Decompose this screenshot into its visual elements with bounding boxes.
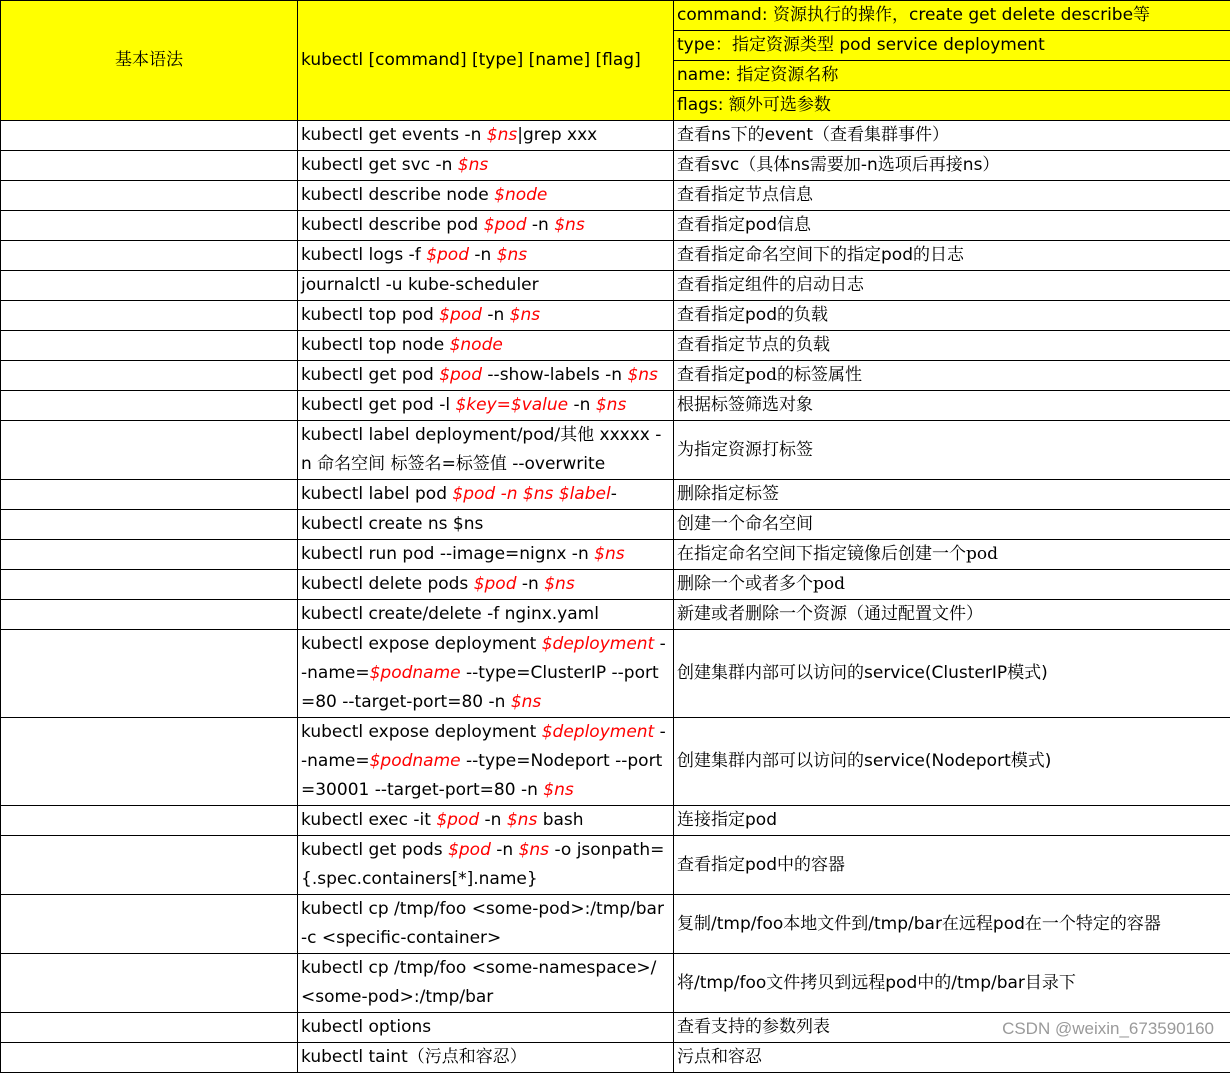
description-cell: 查看指定pod信息 bbox=[674, 211, 1230, 241]
table-row bbox=[1, 181, 1230, 211]
empty-cell bbox=[1, 718, 298, 806]
table-row bbox=[1, 806, 1230, 836]
command-text: kubectl cp /tmp/foo <some-pod>:/tmp/bar -c <specific-container> bbox=[301, 899, 664, 948]
description-cell: 查看指定组件的启动日志 bbox=[674, 271, 1230, 301]
description-cell: 在指定命名空间下指定镜像后创建一个pod bbox=[674, 540, 1230, 570]
table-row bbox=[1, 540, 1230, 570]
command-text: - bbox=[611, 484, 617, 504]
description-cell: 查看指定节点信息 bbox=[674, 181, 1230, 211]
command-cell bbox=[298, 151, 674, 181]
description-cell: 删除一个或者多个pod bbox=[674, 570, 1230, 600]
command-text: kubectl label pod bbox=[301, 484, 452, 504]
empty-cell bbox=[1, 954, 298, 1013]
command-text: -n bbox=[469, 245, 497, 265]
command-cell bbox=[298, 630, 674, 718]
command-text: kubectl get pod -l bbox=[301, 395, 455, 415]
command-cell bbox=[298, 1013, 674, 1043]
empty-cell bbox=[1, 540, 298, 570]
description-cell: 创建集群内部可以访问的service(ClusterIP模式) bbox=[674, 630, 1230, 718]
description-cell: 查看指定pod的标签属性 bbox=[674, 361, 1230, 391]
table-row bbox=[1, 895, 1230, 954]
empty-cell bbox=[1, 630, 298, 718]
command-text: kubectl taint（污点和容忍） bbox=[301, 1047, 527, 1067]
command-cell bbox=[298, 540, 674, 570]
table-row bbox=[1, 331, 1230, 361]
empty-cell bbox=[1, 121, 298, 151]
note-type: type：指定资源类型 pod service deployment bbox=[674, 31, 1230, 61]
command-text: kubectl expose deployment bbox=[301, 634, 542, 654]
table-row bbox=[1, 271, 1230, 301]
table-row bbox=[1, 510, 1230, 540]
command-variable: $ns bbox=[543, 780, 573, 800]
command-cell bbox=[298, 301, 674, 331]
command-text: -n bbox=[568, 395, 596, 415]
description-cell: 查看svc（具体ns需要加-n选项后再接ns） bbox=[674, 151, 1230, 181]
description-cell: 复制/tmp/foo本地文件到/tmp/bar在远程pod在一个特定的容器 bbox=[674, 895, 1230, 954]
description-cell: 查看指定pod中的容器 bbox=[674, 836, 1230, 895]
table-row bbox=[1, 480, 1230, 510]
description-cell: 查看ns下的event（查看集群事件） bbox=[674, 121, 1230, 151]
empty-cell bbox=[1, 480, 298, 510]
table-row bbox=[1, 361, 1230, 391]
command-variable: $pod bbox=[426, 245, 469, 265]
description-cell: 新建或者删除一个资源（通过配置文件） bbox=[674, 600, 1230, 630]
table-row bbox=[1, 421, 1230, 480]
command-text: --name= bbox=[301, 722, 666, 771]
note-command: command: 资源执行的操作，create get delete describe等 bbox=[674, 1, 1230, 31]
description-cell: 污点和容忍 bbox=[674, 1043, 1230, 1073]
empty-cell bbox=[1, 510, 298, 540]
empty-cell bbox=[1, 421, 298, 480]
command-variable: $pod bbox=[439, 365, 482, 385]
description-cell: 创建集群内部可以访问的service(Nodeport模式) bbox=[674, 718, 1230, 806]
command-text: kubectl expose deployment bbox=[301, 722, 542, 742]
command-cell bbox=[298, 181, 674, 211]
table-row bbox=[1, 151, 1230, 181]
description-cell: 查看支持的参数列表 bbox=[674, 1013, 1230, 1043]
command-text: kubectl label deployment/pod/其他 xxxxx -n 命名空间 标签名=标签值 --overwrite bbox=[301, 425, 661, 474]
command-cell bbox=[298, 121, 674, 151]
description-cell: 删除指定标签 bbox=[674, 480, 1230, 510]
command-variable: $key=$value bbox=[455, 395, 568, 415]
command-text: --name= bbox=[301, 634, 666, 683]
command-text: -n bbox=[517, 574, 545, 594]
empty-cell bbox=[1, 271, 298, 301]
command-text: kubectl create ns $ns bbox=[301, 514, 483, 534]
command-text: kubectl top node bbox=[301, 335, 450, 355]
command-cell bbox=[298, 241, 674, 271]
command-text: kubectl cp /tmp/foo <some-namespace>/<some-pod>:/tmp/bar bbox=[301, 958, 656, 1007]
empty-cell bbox=[1, 895, 298, 954]
command-text: kubectl logs -f bbox=[301, 245, 426, 265]
command-text: -n bbox=[491, 840, 519, 860]
table-row bbox=[1, 718, 1230, 806]
command-text: -n bbox=[527, 215, 555, 235]
table-row bbox=[1, 600, 1230, 630]
description-cell: 查看指定节点的负载 bbox=[674, 331, 1230, 361]
command-cell bbox=[298, 570, 674, 600]
command-variable: $pod bbox=[436, 810, 479, 830]
table-row bbox=[1, 1043, 1230, 1073]
command-variable: $pod bbox=[484, 215, 527, 235]
description-cell: 连接指定pod bbox=[674, 806, 1230, 836]
description-cell: 查看指定命名空间下的指定pod的日志 bbox=[674, 241, 1230, 271]
table-row bbox=[1, 301, 1230, 331]
command-cell bbox=[298, 361, 674, 391]
command-text: kubectl run pod --image=nignx -n bbox=[301, 544, 594, 564]
empty-cell bbox=[1, 361, 298, 391]
command-text: --type=Nodeport --port=30001 --target-port=80 -n bbox=[301, 751, 662, 800]
command-text: --show-labels -n bbox=[482, 365, 627, 385]
command-variable: $ns bbox=[627, 365, 657, 385]
command-variable: $pod bbox=[439, 305, 482, 325]
command-variable: $pod bbox=[474, 574, 517, 594]
command-variable: $ns bbox=[544, 574, 574, 594]
command-text: kubectl describe pod bbox=[301, 215, 484, 235]
command-variable: $ns bbox=[519, 840, 549, 860]
empty-cell bbox=[1, 1043, 298, 1073]
command-text: -o jsonpath={.spec.containers[*].name} bbox=[301, 840, 664, 889]
command-variable: $node bbox=[494, 185, 547, 205]
command-variable: $node bbox=[450, 335, 503, 355]
table-row bbox=[1, 954, 1230, 1013]
table-row bbox=[1, 391, 1230, 421]
command-text: kubectl create/delete -f nginx.yaml bbox=[301, 604, 599, 624]
command-text: kubectl get events -n bbox=[301, 125, 487, 145]
basic-syntax-label: 基本语法 bbox=[1, 1, 298, 121]
table-row bbox=[1, 570, 1230, 600]
command-text: kubectl top pod bbox=[301, 305, 439, 325]
command-variable: $deployment bbox=[542, 722, 655, 742]
command-cell bbox=[298, 600, 674, 630]
command-variable: $pod bbox=[448, 840, 491, 860]
command-text: |grep xxx bbox=[517, 125, 597, 145]
command-variable: $ns bbox=[510, 305, 540, 325]
command-variable: $ns bbox=[594, 544, 624, 564]
empty-cell bbox=[1, 331, 298, 361]
command-text: -n bbox=[482, 305, 510, 325]
command-text: kubectl describe node bbox=[301, 185, 494, 205]
table-row bbox=[1, 211, 1230, 241]
empty-cell bbox=[1, 301, 298, 331]
command-variable: $ns bbox=[511, 692, 541, 712]
command-cell bbox=[298, 895, 674, 954]
command-cell bbox=[298, 391, 674, 421]
watermark: CSDN @weixin_673590160 bbox=[1000, 1019, 1216, 1039]
description-cell: 根据标签筛选对象 bbox=[674, 391, 1230, 421]
description-cell: 查看指定pod的负载 bbox=[674, 301, 1230, 331]
command-variable: $deployment bbox=[542, 634, 655, 654]
command-cell bbox=[298, 421, 674, 480]
command-cell bbox=[298, 271, 674, 301]
empty-cell bbox=[1, 836, 298, 895]
command-variable: $podname bbox=[370, 663, 461, 683]
command-cell bbox=[298, 718, 674, 806]
command-variable: $podname bbox=[370, 751, 461, 771]
description-cell: 为指定资源打标签 bbox=[674, 421, 1230, 480]
command-cell bbox=[298, 954, 674, 1013]
command-text: kubectl get pod bbox=[301, 365, 439, 385]
command-text: kubectl exec -it bbox=[301, 810, 436, 830]
command-variable: $pod -n $ns $label bbox=[452, 484, 610, 504]
empty-cell bbox=[1, 241, 298, 271]
command-text: kubectl get svc -n bbox=[301, 155, 458, 175]
command-text: bash bbox=[537, 810, 583, 830]
table-row bbox=[1, 121, 1230, 151]
description-cell: 创建一个命名空间 bbox=[674, 510, 1230, 540]
command-cell bbox=[298, 1043, 674, 1073]
note-flags: flags: 额外可选参数 bbox=[674, 91, 1230, 121]
table-row bbox=[1, 630, 1230, 718]
command-cell bbox=[298, 836, 674, 895]
empty-cell bbox=[1, 600, 298, 630]
command-cell bbox=[298, 480, 674, 510]
command-text: kubectl delete pods bbox=[301, 574, 474, 594]
command-variable: $ns bbox=[507, 810, 537, 830]
syntax-cell: kubectl [command] [type] [name] [flag] bbox=[298, 1, 674, 121]
empty-cell bbox=[1, 211, 298, 241]
command-cell bbox=[298, 331, 674, 361]
command-cell bbox=[298, 806, 674, 836]
empty-cell bbox=[1, 151, 298, 181]
empty-cell bbox=[1, 181, 298, 211]
note-name: name: 指定资源名称 bbox=[674, 61, 1230, 91]
command-cell bbox=[298, 510, 674, 540]
table-row bbox=[1, 241, 1230, 271]
empty-cell bbox=[1, 570, 298, 600]
command-variable: $ns bbox=[554, 215, 584, 235]
command-text: kubectl options bbox=[301, 1017, 431, 1037]
empty-cell bbox=[1, 806, 298, 836]
command-variable: $ns bbox=[497, 245, 527, 265]
command-variable: $ns bbox=[596, 395, 626, 415]
command-variable: $ns bbox=[458, 155, 488, 175]
empty-cell bbox=[1, 1013, 298, 1043]
description-cell: 将/tmp/foo文件拷贝到远程pod中的/tmp/bar目录下 bbox=[674, 954, 1230, 1013]
command-text: --type=ClusterIP --port=80 --target-port=80 -n bbox=[301, 663, 659, 712]
command-text: kubectl get pods bbox=[301, 840, 448, 860]
command-cell bbox=[298, 211, 674, 241]
table-row bbox=[1, 836, 1230, 895]
command-text: journalctl -u kube-scheduler bbox=[301, 275, 539, 295]
command-variable: $ns bbox=[487, 125, 517, 145]
empty-cell bbox=[1, 391, 298, 421]
command-text: -n bbox=[479, 810, 507, 830]
